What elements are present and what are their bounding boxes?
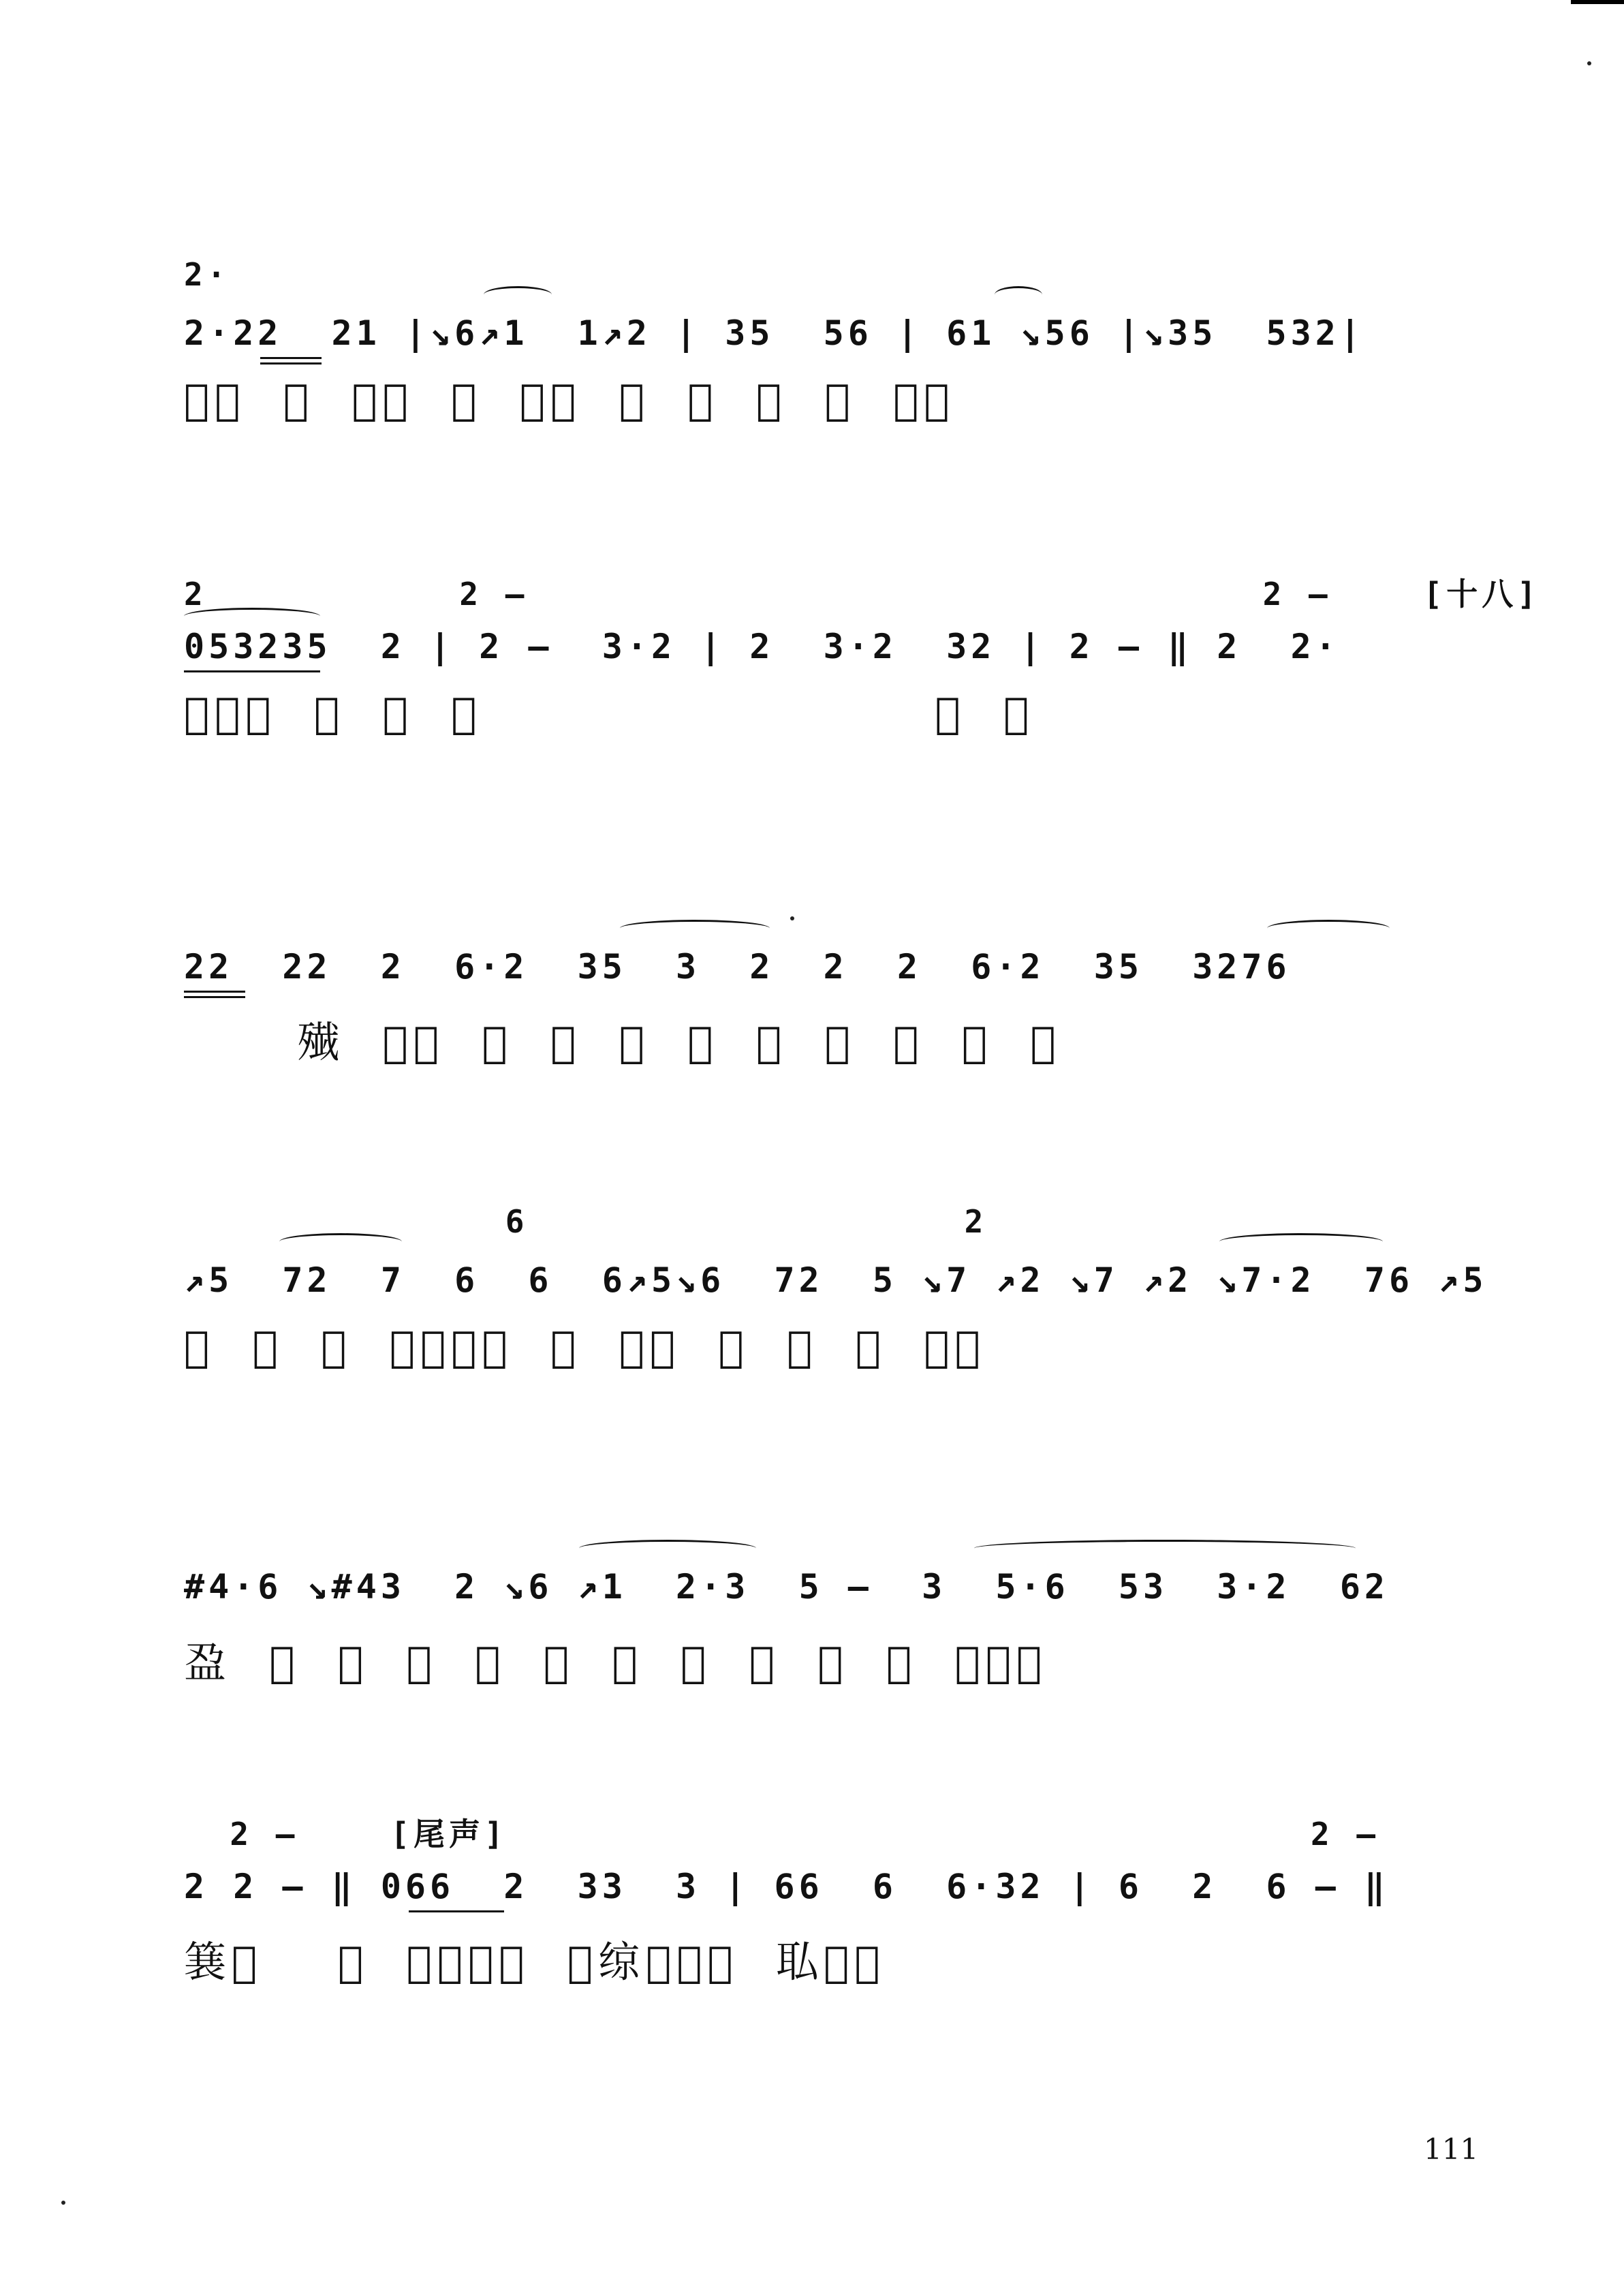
gongche-lyrics: 𫞌𫞍𫞎 𫞏 𫞐 𫞑 𫞒 𫞓 [184, 688, 1035, 738]
notation-line [184, 1540, 1478, 1622]
beam-underline [409, 1910, 504, 1912]
print-speck [61, 2201, 65, 2205]
beam-underline [184, 996, 245, 998]
gongche-lyrics: 𫞯 𫞰 𫞱 𫞲 𫞳 𫞴 𫞵 𫞶 𫞷 𫞸 𫞹 𫞺𫞻𫞼 [184, 1637, 1048, 1687]
jianpu-notes: 22 22 2 6·2 35 3 2 2 2 6·2 35 3276 [184, 947, 1291, 987]
notation-line [184, 1816, 1478, 1921]
beam-underline [260, 362, 322, 364]
slur-mark [1267, 920, 1390, 937]
gongche-lyrics: 𫝮𫝰 𫞀 𫞁𫞂 𫞃 𫞄𫞅 𫞆 𫞇 𫞈 𫞉 𫞊𫞋 [184, 375, 955, 424]
beam-underline [184, 991, 245, 993]
slur-mark [974, 1540, 1356, 1557]
slur-mark [484, 286, 552, 303]
slur-mark [279, 1233, 402, 1250]
jianpu-notes: 053235 2 | 2 — 3·2 | 2 3·2 32 | 2 — ‖ 2 2· [184, 627, 1340, 666]
gongche-lyrics: 𫞔 𫞕𫞖 𫞗 𫞘 𫞙 𫞚 𫞛 𫞜 𫞝 𫞞 𫞟 [184, 1017, 1061, 1067]
slur-mark [579, 1540, 756, 1557]
upper-notes: 2 2 — 2 — [十八] [184, 576, 1540, 612]
jianpu-notes: 2 2 — ‖ 066 2 33 3 | 66 6 6·32 | 6 2 6 — ‖ [184, 1867, 1390, 1906]
upper-notes: 2· [184, 256, 230, 293]
gongche-lyrics: 𫞽𫞾 𫞿 𫟀𫟁𫟂𫟃 𫟄𫟅𫟆𫟇𫟈 𫟉𫟊𫟋 [184, 1937, 886, 1987]
slur-mark [1219, 1233, 1383, 1250]
upper-notes: 6 2 [184, 1203, 988, 1240]
jianpu-notes: #4·6 ↘#43 2 ↘6 ↗1 2·3 5 — 3 5·6 53 3·2 62 [184, 1567, 1390, 1607]
notation-line [184, 920, 1478, 1002]
beam-underline [184, 670, 320, 672]
print-speck [790, 916, 794, 920]
slur-mark [184, 608, 320, 625]
slur-mark [995, 286, 1042, 303]
jianpu-notes: 2·22 21 |↘6↗1 1↗2 | 35 56 | 61 ↘56 |↘35 532| [184, 313, 1364, 353]
notation-line [184, 576, 1540, 681]
page-number: 111 [1424, 2132, 1479, 2166]
slur-mark [620, 920, 770, 937]
notation-line [184, 1203, 1488, 1315]
page-corner-mark [1571, 0, 1624, 20]
jianpu-notes: ↗5 72 7 6 6 6↗5↘6 72 5 ↘7 ↗2 ↘7 ↗2 ↘7·2 76 ↗5 [184, 1260, 1488, 1300]
print-speck [1587, 61, 1591, 65]
gongche-lyrics: 𫞠 𫞡 𫞢 𫞣𫞤𫞥𫞦 𫞧 𫞨𫞩 𫞪 𫞫 𫞬 𫞭𫞮 [184, 1322, 986, 1371]
upper-notes: 2 — [尾声] 2 — [184, 1816, 1380, 1852]
notation-line [184, 256, 1478, 368]
beam-underline [260, 357, 322, 359]
